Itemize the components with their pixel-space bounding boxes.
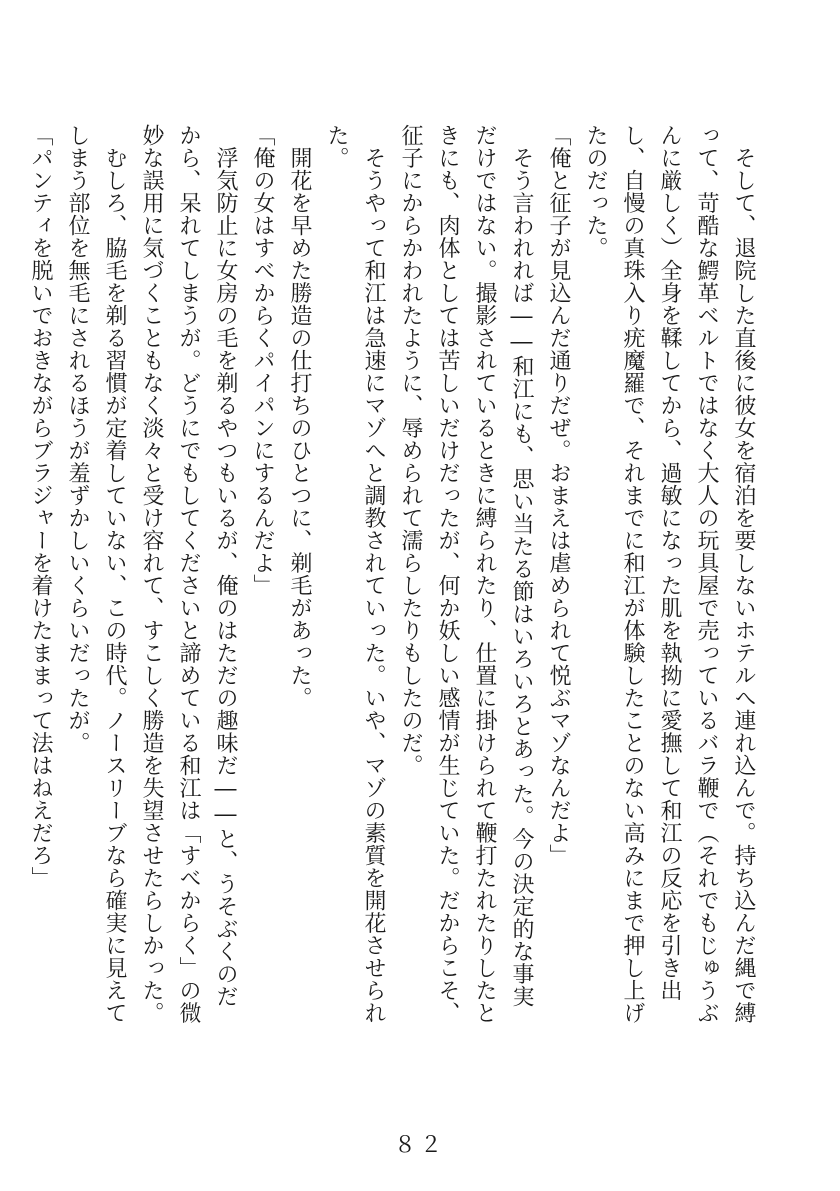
paragraph-5: 開花を早めた勝造の仕打ちのひとつに、剃毛があった。 <box>287 124 312 709</box>
paragraph-9-dialogue: 「パンティを脱いでおきながらブラジャーを着けたままって法はねえだろ」 <box>28 124 53 889</box>
paragraph-3: そう言われれば――和江にも、思い当たる節はいろいろとあった。今の決定的な事実だけではない。撮影されているときに縛られたり、仕置に掛けられて鞭打たれたりしたときにも、肉体としては苦しいだけだったが、何か妖しい感情が生じていた。だからこそ、征子にからかわれたように、辱められて濡らしたりもしたのだ。 <box>398 124 534 1024</box>
vertical-text-body <box>28 124 762 1024</box>
paragraph-7: 浮気防止に女房の毛を剃るやつもいるが、俺のはただの趣味だ――と、うそぶくのだから、呆れてしまうが。どうにでもしてくださいと諦めている和江は「すべからく」の微妙な誤用に気づくこともなく淡々と受け容れて、すこしく勝造を失望させたらしかった。 <box>139 124 238 1024</box>
paragraph-2-dialogue: 「俺と征子が見込んだ通りだぜ。おまえは虐められて悦ぶマゾなんだよ」 <box>546 124 571 867</box>
paragraph-6-dialogue: 「俺の女はすべからくパイパンにするんだよ」 <box>250 124 275 597</box>
paragraph-1: そして、退院した直後に彼女を宿泊を要しないホテルへ連れ込んで。持ち込んだ縄で縛って、苛酷な鰐革ベルトではなく大人の玩具屋で売っているバラ鞭で（それでもじゅうぶんに厳しく）全身を鞣してから、過敏になった肌を執拗に愛撫して和江の反応を引き出し、自慢の真珠入り疣魔羅で、それまでに和江が体験したことのない高みにまで押し上げたのだった。 <box>583 124 756 1024</box>
paragraph-8: むしろ、脇毛を剃る習慣が定着していない、この時代。ノースリーブなら確実に見えてしまう部位を無毛にされるほうが羞ずかしいくらいだったが。 <box>65 124 127 1024</box>
page-number: ８２ <box>393 1133 446 1158</box>
paragraph-4: そうやって和江は急速にマゾへと調教されていった。いや、マゾの素質を開花させられた。 <box>324 124 386 1024</box>
